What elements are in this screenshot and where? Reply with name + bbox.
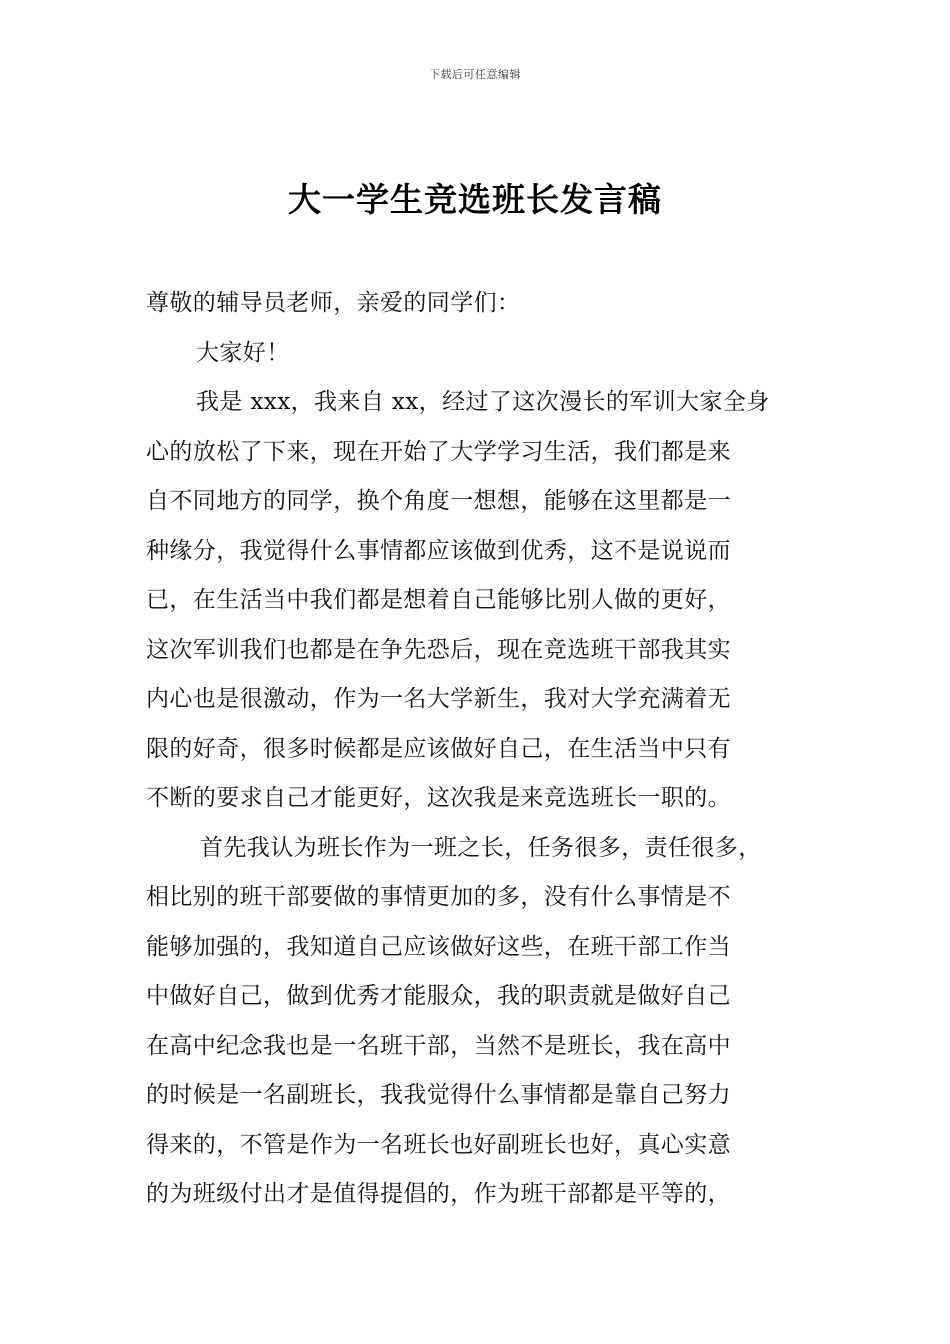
header-note: 下载后可任意编辑: [429, 68, 521, 81]
paragraph-line: 的为班级付出才是值得提倡的，作为班干部都是平等的，: [146, 1181, 731, 1207]
document-body: [146, 279, 836, 1220]
paragraph-line: 自不同地方的同学，换个角度一想想，能够在这里都是一: [146, 488, 731, 514]
paragraph-line: 首先我认为班长作为一班之长，任务很多，责任很多，: [200, 834, 762, 861]
document-title: 大一学生竞选班长发言稿: [288, 180, 662, 219]
paragraph-line: 这次军训我们也都是在争先恐后，现在竞选班干部我其实: [146, 636, 731, 663]
paragraph-line: 种缘分，我觉得什么事情都应该做到优秀，这不是说说而: [146, 537, 731, 564]
paragraph-line: 不断的要求自己才能更好，这次我是来竞选班长一职的。: [146, 785, 731, 811]
paragraph-line: 内心也是很激动，作为一名大学新生，我对大学充满着无: [146, 686, 731, 712]
paragraph-line: 的时候是一名副班长，我我觉得什么事情都是靠自己努力: [146, 1082, 731, 1108]
salutation-line: 尊敬的辅导员老师，亲爱的同学们：: [146, 290, 521, 316]
paragraph-line: 相比别的班干部要做的事情更加的多，没有什么事情是不: [146, 884, 731, 910]
paragraph-line: 中做好自己，做到优秀才能服众，我的职责就是做好自己: [146, 983, 731, 1009]
paragraph-line: 已，在生活当中我们都是想着自己能够比别人做的更好，: [146, 587, 731, 613]
paragraph-line: 心的放松了下来，现在开始了大学学习生活，我们都是来: [146, 438, 731, 465]
paragraph-line: 限的好奇，很多时候都是应该做好自己，在生活当中只有: [146, 735, 731, 762]
paragraph-line: 在高中纪念我也是一名班干部，当然不是班长，我在高中: [146, 1032, 731, 1059]
greeting-line: 大家好！: [196, 339, 290, 366]
paragraph-line: 得来的，不管是作为一名班长也好副班长也好，真心实意: [146, 1131, 731, 1158]
paragraph-line: 我是 xxx，我来自 xx，经过了这次漫长的军训大家全身: [196, 389, 770, 415]
paragraph-line: 能够加强的，我知道自己应该做好这些，在班干部工作当: [146, 933, 731, 960]
